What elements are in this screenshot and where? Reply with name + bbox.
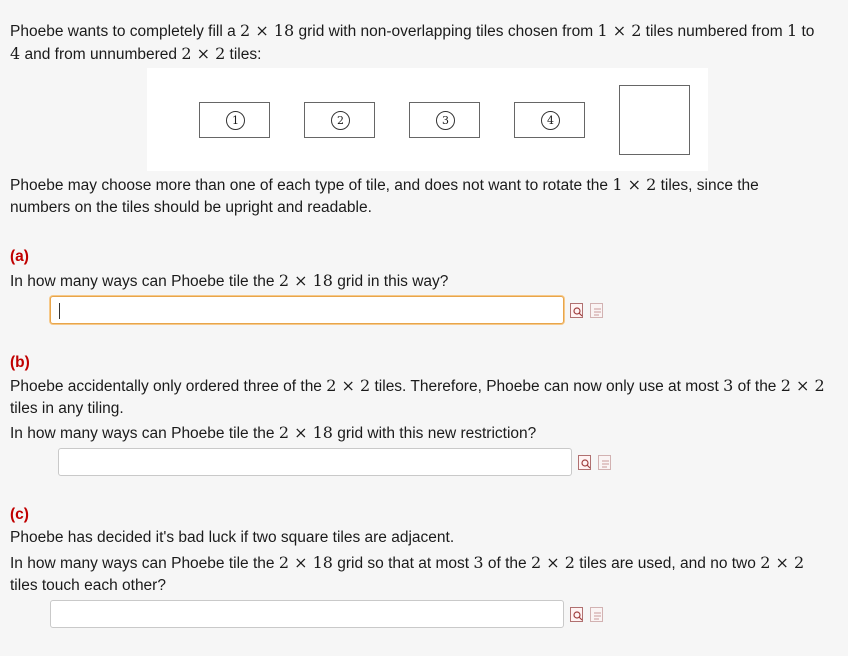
question-text: In how many ways can Phoebe tile the [10, 555, 279, 572]
intro-text: tiles: [225, 46, 262, 63]
part-c-line-1: Phoebe has decided it's bad luck if two square tiles are adjacent. [10, 529, 455, 546]
question-text: Phoebe accidentally only ordered three of the [10, 378, 327, 395]
question-text: grid in this way? [332, 273, 449, 290]
question-text: In how many ways can Phoebe tile the [10, 273, 279, 290]
intro-text: Phoebe wants to completely fill a [10, 23, 241, 40]
math-three: 3 [473, 553, 484, 572]
math-tile-2x2: 2 × 2 [760, 553, 805, 572]
preview-icon[interactable] [570, 303, 583, 318]
tile-number-circle: 3 [436, 111, 455, 130]
part-b-line-1 [10, 374, 825, 398]
part-b-line-2: tiles in any tiling. [10, 400, 124, 417]
intro-text: grid with non-overlapping tiles chosen from [294, 23, 598, 40]
answer-input-a[interactable] [50, 296, 564, 324]
math-grid-size: 2 × 18 [240, 21, 295, 40]
preview-icon[interactable] [578, 455, 591, 470]
intro-line-1 [10, 19, 814, 43]
tile-2x2-square [619, 85, 690, 155]
question-text: grid with this new restriction? [332, 425, 537, 442]
math-tile-2x2: 2 × 2 [326, 376, 371, 395]
tile-number-circle: 2 [331, 111, 350, 130]
question-text: tiles. Therefore, Phoebe can now only use at most [370, 378, 724, 395]
math-grid-size: 2 × 18 [278, 553, 333, 572]
document-icon[interactable] [590, 607, 603, 622]
question-text: of the [733, 378, 781, 395]
part-c-question [10, 551, 804, 575]
rules-text: tiles, since the [656, 177, 759, 194]
tile-1x2-one [199, 102, 270, 138]
question-text: In how many ways can Phoebe tile the [10, 425, 279, 442]
document-icon[interactable] [598, 455, 611, 470]
math-four: 4 [10, 44, 21, 63]
math-grid-size: 2 × 18 [278, 423, 333, 442]
tiles-figure [147, 68, 708, 171]
rules-line-1 [10, 173, 759, 197]
part-b-label: (b) [10, 354, 30, 371]
question-text: tiles are used, and no two [574, 555, 761, 572]
math-tile-1x2: 1 × 2 [612, 175, 657, 194]
tile-number-circle: 1 [226, 111, 245, 130]
rules-text: Phoebe may choose more than one of each type of tile, and does not want to rotate the [10, 177, 613, 194]
answer-input-c[interactable] [50, 600, 564, 628]
part-a-question [10, 269, 448, 293]
intro-text: tiles numbered from [641, 23, 787, 40]
part-a-label: (a) [10, 248, 29, 265]
intro-line-2 [10, 42, 261, 66]
math-grid-size: 2 × 18 [278, 271, 333, 290]
math-tile-2x2: 2 × 2 [181, 44, 226, 63]
question-text: grid so that at most [332, 555, 474, 572]
math-tile-2x2: 2 × 2 [780, 376, 825, 395]
preview-icon[interactable] [570, 607, 583, 622]
answer-input-b[interactable] [58, 448, 572, 476]
rules-line-2: numbers on the tiles should be upright and readable. [10, 199, 372, 216]
part-c-line-3: tiles touch each other? [10, 577, 166, 594]
intro-text: and from unnumbered [20, 46, 182, 63]
intro-text: to [797, 23, 815, 40]
tile-number-circle: 4 [541, 111, 560, 130]
tile-1x2-four [514, 102, 585, 138]
math-three: 3 [723, 376, 734, 395]
document-icon[interactable] [590, 303, 603, 318]
math-one: 1 [786, 21, 798, 40]
part-c-label: (c) [10, 506, 29, 523]
question-text: of the [483, 555, 531, 572]
math-tile-2x2: 2 × 2 [530, 553, 575, 572]
part-b-question [10, 421, 536, 445]
text-caret [59, 303, 60, 319]
tile-1x2-three [409, 102, 480, 138]
tile-1x2-two [304, 102, 375, 138]
math-tile-1x2: 1 × 2 [597, 21, 642, 40]
